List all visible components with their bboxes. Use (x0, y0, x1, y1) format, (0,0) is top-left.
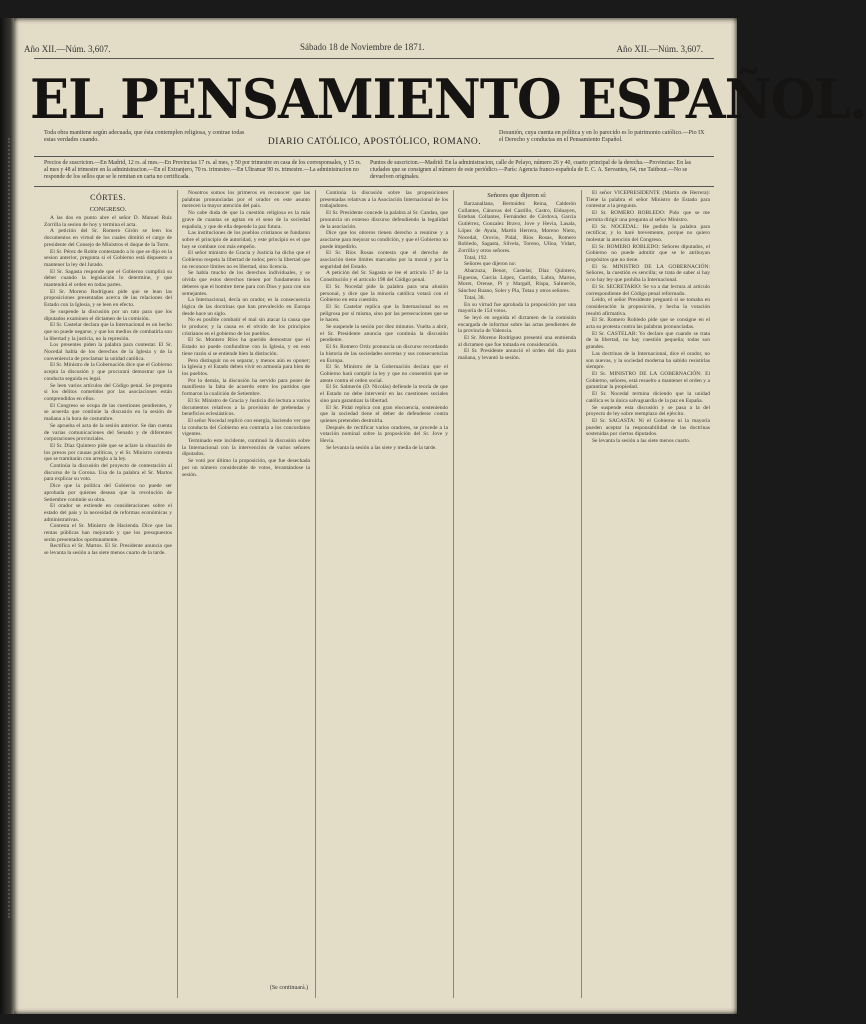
subscription-prices: Precios de suscricion.—En Madrid, 12 rs. al mes.—En Provincias 17 rs. al mes, y 50 por trimestre en casa de los corresponsales, y 15 rs. al mes y 48 al trimestre en la administracion.—En el Extranjero, 70 rs. trimestre.—En Ultramar 90 rs. trimestre.—La administracion no responde de los sellos que se le remitan en carta no certificada. (44, 160, 362, 180)
article-paragraph: Se levanta la sesión a las siete menos cuarto. (592, 438, 691, 445)
article-paragraph: Total, 38. (464, 294, 485, 301)
article-paragraph: Contesta el Sr. Ministro de Hacienda. Dice que las rentas públicas han mejorado y que los presupuestos serán presentados oportunamente. (44, 523, 172, 543)
article-paragraph: Pero distinguir no es separar, y menos aún es oponer; la Iglesia y el Estado deben vivir en armonía para bien de los pueblos. (182, 357, 310, 377)
column-heading: CÓRTES. (90, 193, 126, 202)
masthead-title: EL PENSAMIENTO ESPAÑOL. (30, 67, 866, 131)
article-paragraph: El Sr. CASTELAR: Yo declaro que cuando se trata de la libertad, no hay cuestión pequeña; todas son grandes. (586, 330, 710, 351)
column-divider (315, 190, 316, 998)
article-paragraph: El Sr. NOCEDAL: He pedido la palabra para rectificar, y lo haré brevemente, porque no quiero molestar la atención del Congreso. (586, 223, 710, 243)
article-paragraph: Terminado este incidente, continuó la discusión sobre la Internacional con la intervención de varios señores diputados. (182, 438, 310, 458)
article-paragraph: El Sr. Sagasta responde que el Gobierno cumplirá su deber cuando la legislación lo determine, y que mantendrá el orden en todas partes. (44, 268, 172, 289)
article-paragraph: A petición del Sr. Sagasta se lee el artículo 17 de la Constitución y el artículo 198 del Código penal. (320, 270, 448, 284)
article-paragraph: Por lo demás, la discusión ha servido para poner de manifiesto la falta de acuerdo entre los partidos que formaron la coalición de Setiembre. (182, 377, 310, 398)
column-3 (320, 190, 448, 1000)
article-paragraph: Se habla mucho de los derechos individuales, y se olvida que estos derechos tienen por fundamento los deberes que el hombre tiene para con Dios y para con sus semejantes. (182, 270, 310, 297)
article-paragraph: El Sr. ROMERO ROBLEDO: Señores diputados, el Gobierno no puede admitir que se le atribuyan propósitos que no tiene. (586, 243, 710, 264)
article-paragraph: Los presentes piden la palabra para contestar. El Sr. Nocedal habla de los derechos de la Iglesia y de la conveniencia de proclamar la unidad católica. (44, 342, 172, 362)
article-paragraph: El Sr. Ríos Rosas contesta que el derecho de asociación tiene límites marcados por la moral y por la seguridad del Estado. (320, 250, 448, 270)
article-paragraph: Leído, el señor Presidente preguntó si se tomaba en consideración la proposición, y hecha la votación resultó afirmativa. (586, 297, 710, 317)
article-paragraph: Abarzuza, Benot, Castelar, Díaz Quintero, Figueras, García López, Garrido, Labra, Martos, Moret, Orense, Pí y Margall, Rispa, Salmerón, Sánchez Ruano, Soler y Pla, Tutau y otros señores. (458, 268, 576, 295)
article-paragraph: La Internacional, decía un orador, es la consecuencia lógica de las doctrinas que han prevalecido en Europa desde hace un siglo. (182, 297, 310, 317)
article-paragraph: Dice que la política del Gobierno no puede ser aprobada por quienes desean que la revolución de Setiembre continúe su obra. (44, 483, 172, 503)
article-paragraph: El Sr. Nocedal termina diciendo que la unidad católica es la única salvaguardia de la paz en España. (586, 391, 710, 404)
article-paragraph: El Sr. ROMERO ROBLEDO: Pido que se me permita dirigir una pregunta al señor Ministro. (586, 210, 710, 223)
article-paragraph: Barzanallana, Bermúdez Reina, Calderón Collantes, Cánovas del Castillo, Castro, Elduayen, Esteban Collantes, Fernández de Córdova, García Gutiérrez, Gonzalez Bravo, Jove y Hevia, Lasala, López de Ayala, Martín Herrera, Moreno Nieto, Nocedal, Orovio, Pidal, Ríos Rosas, Romero Robledo, Sagasta, Silvela, Toreno, Ulloa, Vidart, Zorrilla y otros señores. (458, 201, 576, 254)
article-paragraph: En su virtud fue aprobada la proposición por una mayoría de 154 votos. (458, 301, 576, 315)
article-paragraph: Se leyó en seguida el dictamen de la comisión encargada de informar sobre las actas pendientes de la provincia de Valencia. (458, 314, 576, 335)
article-paragraph: El orador se extiende en consideraciones sobre el estado del país y la necesidad de reformas económicas y administrativas. (44, 503, 172, 523)
article-paragraph: Se levanta la sesión a las siete y media de la tarde. (326, 444, 437, 451)
article-paragraph: Continúa la discusión sobre las proposiciones presentadas relativas a la Asociación Internacional de los trabajadores. (320, 190, 448, 210)
column-divider (581, 190, 582, 998)
article-paragraph: El Congreso se ocupa de las cuestiones pendientes, y se acuerda que continúe la discusión en la sesión de mañana a la hora de costumbre. (44, 402, 172, 423)
rule-body (34, 186, 714, 187)
article-paragraph: El Sr. Romero Ortiz pronuncia un discurso recordando la historia de las sociedades secretas y sus consecuencias en Europa. (320, 344, 448, 364)
article-paragraph: Total, 192. (464, 254, 488, 261)
motto-right: Desunión, cuya cuenta en política y en lo parecido es lo patrimonio católico.—Pio IX el Derecho y conductas en el Pensamiento Español. (499, 130, 705, 143)
article-paragraph: Las doctrinas de la Internacional, dice el orador, no son nuevas, y la sociedad moderna ha sabido resistirlas siempre. (586, 350, 710, 371)
dateline (10, 38, 715, 56)
article-paragraph: El Sr. Ministro de Gracia y Justicia dio lectura a varios documentos relativos a la provisión de prebendas y beneficios eclesiásticos. (182, 397, 310, 418)
article-paragraph: El Sr. SAGASTA: Ni el Gobierno ni la mayoría pueden aceptar la responsabilidad de las doctrinas sostenidas por ciertos diputados. (586, 417, 710, 438)
article-paragraph: Se suspende esta discusión y se pasa a la del proyecto de ley sobre reemplazo del ejército. (586, 404, 710, 418)
article-paragraph: El Sr. Pérez de Roble contestando a lo que se dijo en la sesion anterior, pregunta si el Gobierno está dispuesto a mantener la ley del Jurado. (44, 248, 172, 268)
article-paragraph: A petición del Sr. Romero Girón se leen los documentos en virtud de los cuales dimitió el cargo de presidente del Consejo de Ministros el duque de la Torre. (44, 228, 172, 248)
column-divider (177, 190, 178, 998)
column-2 (182, 190, 310, 1000)
article-paragraph: Se votó por último la proposición, que fue desechada por un número considerable de votos, levantándose la sesión. (182, 458, 310, 478)
article-paragraph: El Sr. Ministro de la Gobernación dice que el Gobierno acepta la discusión y que procurará demostrar que la conducta seguida es legal. (44, 362, 172, 382)
article-paragraph: El Sr. Nocedal pide la palabra para una alusión personal, y dice que la minoría católica votará con el Gobierno en esta cuestión. (320, 283, 448, 304)
article-paragraph: Se suspende la sesión por diez minutos. Vuelta a abrir, el Sr. Presidente anuncia que continúa la discusión pendiente. (320, 324, 448, 344)
article-paragraph: El señor ministro de Gracia y Justicia ha dicho que el Gobierno respeta la libertad de todos; pero la libertad que no reconoce límites no es libertad, sino licencia. (182, 250, 310, 270)
article-paragraph: El Sr. Salmerón (D. Nicolás) defiende la teoría de que el Estado no debe intervenir en las cuestiones sociales sino para garantizar la libertad. (320, 384, 448, 404)
issue-number-left: Año XII.—Núm. 3,607. (24, 44, 111, 54)
article-paragraph: El Sr. Castelar declara que la Internacional es un hecho que no puede negarse, y que los medios de combatirla son la libertad y la justicia, no la represión. (44, 322, 172, 342)
article-paragraph: A las dos en punto abre el señor D. Manuel Ruiz Zorrilla la sesion de hoy y termina el acta. (44, 215, 172, 228)
article-paragraph: El Sr. Castelar replica que la Internacional no es peligrosa por sí misma, sino por las persecuciones que se le hacen. (320, 303, 448, 324)
column-subheading: Señores que dijeron sí: (487, 192, 547, 199)
article-paragraph: Se aprueba el acta de la sesión anterior. Se dan cuenta de varias comunicaciones del Senado y de diferentes corporaciones provinciales. (44, 422, 172, 443)
issue-number-right: Año XII.—Núm. 3,607. (616, 44, 703, 54)
article-paragraph: El Sr. Romero Robledo pide que se consigne en el acta su protesta contra las palabras pronunciadas. (586, 317, 710, 331)
article-paragraph: El Sr. Presidente concede la palabra al Sr. Candau, que pronuncia un extenso discurso defendiendo la legalidad de la asociación. (320, 210, 448, 230)
article-paragraph: El Sr. Presidente anunció el orden del día para mañana, y levantó la sesión. (458, 348, 576, 362)
article-paragraph: Señores que dijeron no: (464, 261, 517, 268)
column-4 (458, 190, 576, 1000)
article-paragraph: El Sr. MINISTRO DE LA GOBERNACIÓN: El Gobierno, señores, está resuelto a mantener el orden y a garantizar la propiedad. (586, 370, 710, 391)
article-paragraph: Se leen varios artículos del Código penal. Se pregunta si los delitos cometidos por las asociaciones están comprendidos en ellos. (44, 382, 172, 402)
article-paragraph: No es posible combatir el mal sin atacar la causa que lo produce; y la causa es el olvido de los principios cristianos en el gobierno de los pueblos. (182, 317, 310, 337)
article-paragraph: El señor VICEPRESIDENTE (Martín de Herrera): Tiene la palabra el señor Ministro de Estado para contestar a la pregunta. (586, 190, 710, 210)
column-1 (44, 190, 172, 1000)
masthead-subtitle: DIARIO CATÓLICO, APOSTÓLICO, ROMANO. (267, 137, 482, 147)
continued-note: (Se continuará.) (269, 985, 309, 991)
motto-left: Toda obra mantiene según adecuada, que ésta contemplen religiosa, y contrae todas estas verdades cuando. (44, 130, 245, 143)
article-paragraph: El Sr. Pidal replica con gran elocuencia, sosteniendo que la sociedad tiene el deber de defenderse contra quienes pretenden destruirla. (320, 404, 448, 424)
article-paragraph: Rectifica el Sr. Martos. El Sr. Presidente anuncia que se levanta la sesión a las siete menos cuarto de la tarde. (44, 543, 172, 557)
column-divider (453, 190, 454, 998)
column-subheading: CONGRESO. (89, 206, 127, 213)
subscription-points: Puntos de suscricion.—Madrid: En la administracion, calle de Pelayo, número 26 y 40, cuarto principal de la derecha.—Provincias: En las ciudades que se consignen al número de este periódico.—París: Agencia franco-española de E. C. A. Servantes, 64, rue Taitbout.—No se devuelven originales. (370, 160, 691, 180)
article-paragraph: El Sr. Moreno Rodríguez presentó una enmienda al dictamen que fue tomada en consideración. (458, 335, 576, 348)
column-5 (586, 190, 710, 1000)
article-paragraph: Las instituciones de los pueblos cristianos se fundaron sobre el principio de autoridad, y este principio es el que hoy se combate con más empeño. (182, 230, 310, 250)
article-paragraph: Continúa la discusión del proyecto de contestación al discurso de la Corona. Usa de la palabra el Sr. Martos para explicar su voto. (44, 463, 172, 483)
rule-masthead (34, 156, 714, 157)
rule-top (34, 58, 714, 59)
article-paragraph: El señor Nocedal replicó con energía, haciendo ver que la conducta del Gobierno era contraria a los concordatos vigentes. (182, 417, 310, 438)
article-paragraph: El Sr. SECRETARIO: Se va a dar lectura al artículo correspondiente del Código penal reformado. (586, 283, 710, 297)
article-paragraph: El Sr. Montero Ríos ha querido demostrar que el Estado no puede confundirse con la Iglesia, y en esto tiene razón si se entiende bien la distinción. (182, 337, 310, 357)
article-paragraph: Dice que los obreros tienen derecho a reunirse y a asociarse para mejorar su condición, y que el Gobierno no puede impedirlo. (320, 230, 448, 250)
article-paragraph: El Sr. Ministro de la Gobernación declara que el Gobierno hará cumplir la ley y que no consentirá que se atente contra el orden social. (320, 364, 448, 384)
article-paragraph: Después de rectificar varios oradores, se procede a la votación nominal sobre la proposición del Sr. Jove y Hevia. (320, 424, 448, 445)
article-paragraph: Se suspende la discusión por un rato para que los diputados examinen el dictamen de la comisión. (44, 308, 172, 322)
article-paragraph: No cabe duda de que la cuestión religiosa es la más grave de cuantas se agitan en el seno de la sociedad española, y que de ella depende la paz futura. (182, 210, 310, 230)
article-paragraph: Nosotros somos los primeros en reconocer que las palabras pronunciadas por el orador en este asunto merecen la mayor atención del país. (182, 190, 310, 210)
issue-date: Sábado 18 de Noviembre de 1871. (300, 42, 425, 52)
article-paragraph: El Sr. MINISTRO DE LA GOBERNACIÓN: Señores, la cuestión es sencilla; se trata de saber si hay o no hay ley que prohíba la Internacional. (586, 263, 710, 284)
article-paragraph: El Sr. Díaz Quintero pide que se aclare la situación de los presos por causas políticas, y el Sr. Ministro contesta que se tramitarán con arreglo a la ley. (44, 442, 172, 463)
article-paragraph: El Sr. Moreno Rodríguez pide que se lean las proposiciones presentadas acerca de las relaciones del Estado con la Iglesia, y se leen en efecto. (44, 288, 172, 309)
